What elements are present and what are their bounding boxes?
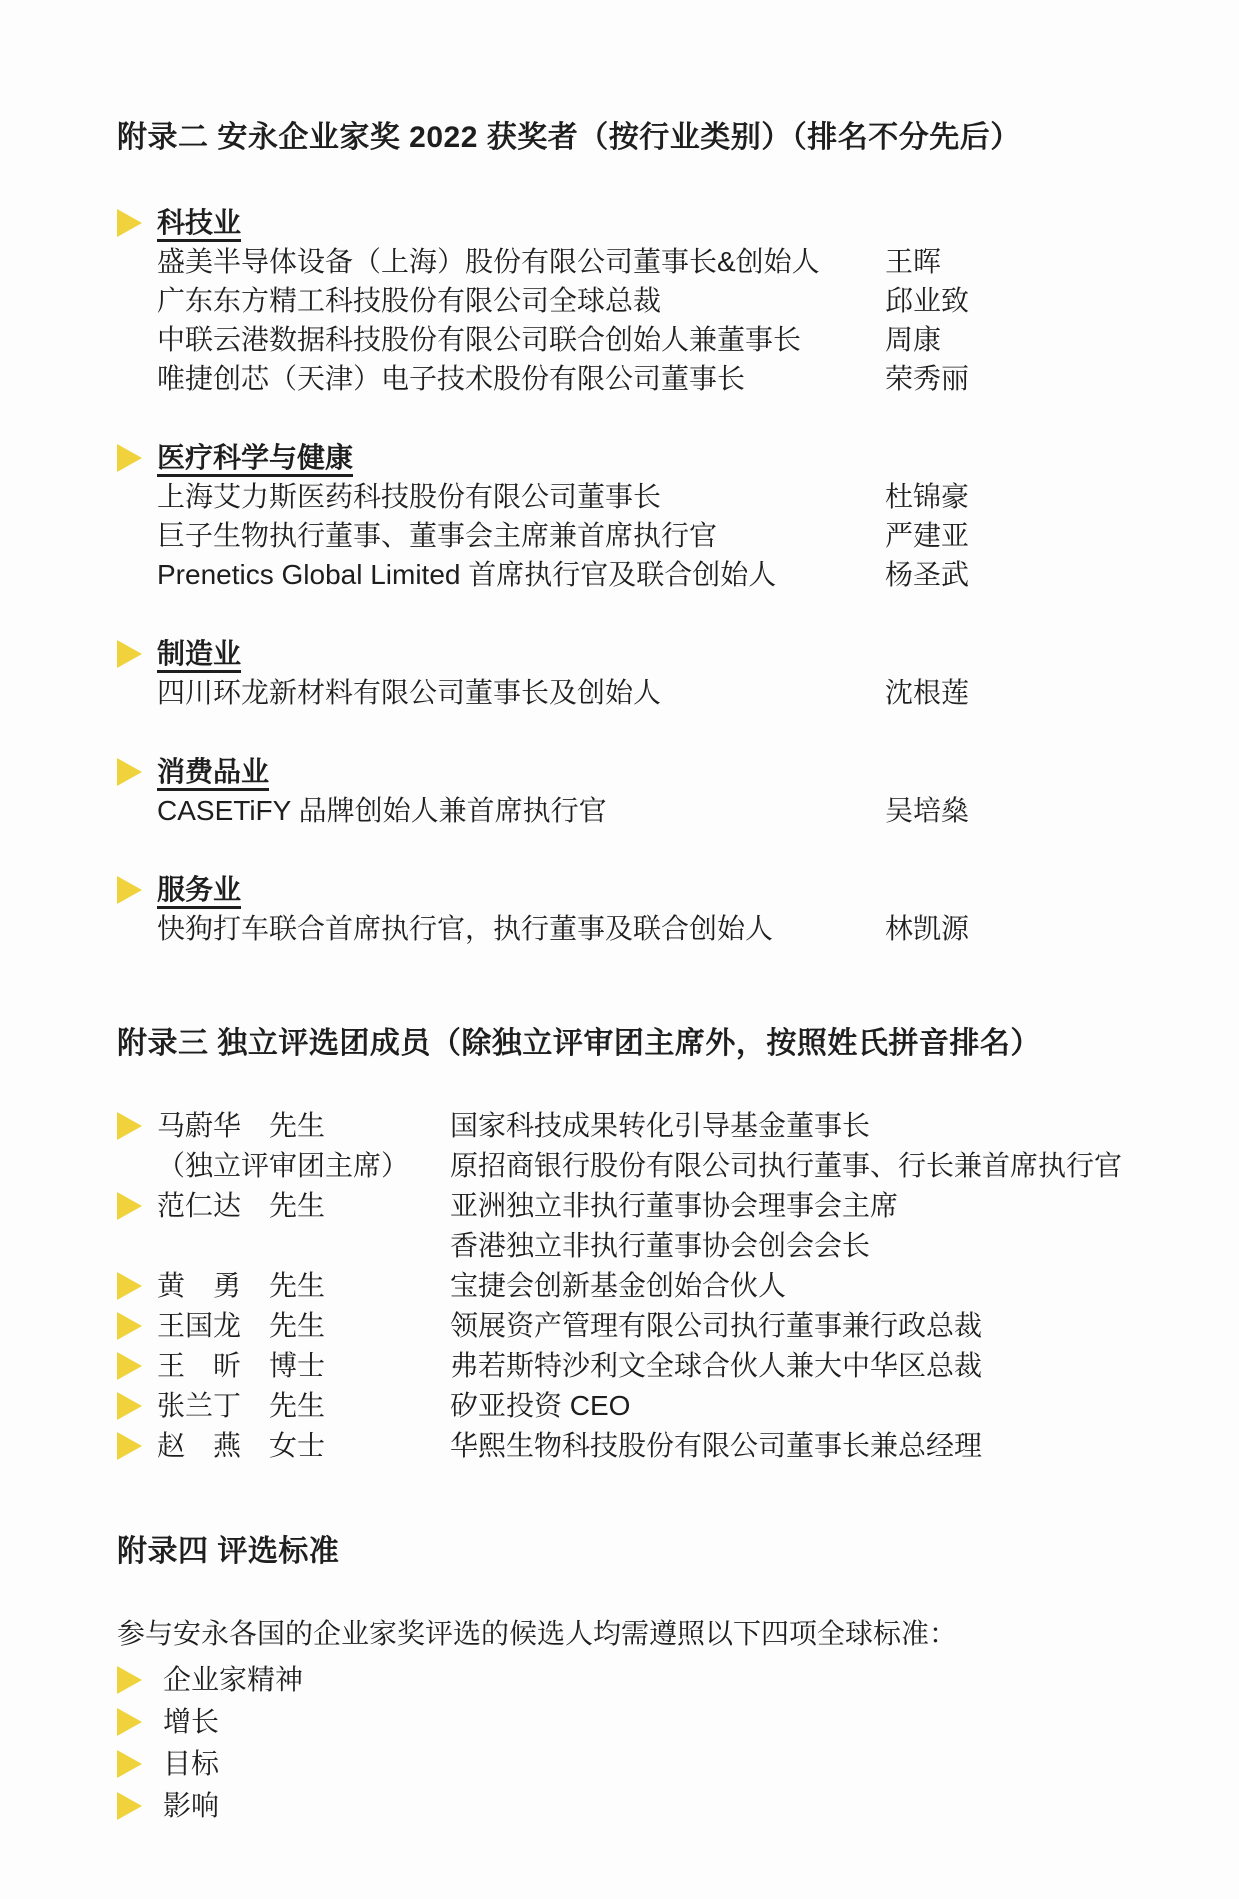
appendix4-intro: 参与安永各国的企业家奖评选的候选人均需遵照以下四项全球标准： — [117, 1618, 958, 1649]
criterion-label: 企业家精神 — [163, 1664, 304, 1695]
judge-title: 原招商银行股份有限公司执行董事、行长兼首席执行官 — [450, 1150, 1123, 1181]
winner-company-title: 四川环龙新材料有限公司董事长及创始人 — [157, 677, 662, 708]
triangle-bullet-icon — [117, 1666, 142, 1694]
judge-name: 赵 燕 女士 — [157, 1430, 326, 1461]
triangle-bullet-icon — [117, 758, 142, 786]
winner-name: 林凯源 — [885, 913, 970, 944]
judge-name: 马蔚华 先生 — [157, 1110, 326, 1141]
winner-row — [157, 555, 1189, 594]
winner-rows — [157, 909, 1189, 948]
judge-name: 王 昕 博士 — [157, 1350, 326, 1381]
winner-row — [157, 477, 1189, 516]
winner-name: 沈根莲 — [885, 677, 970, 708]
criterion-row — [117, 1659, 1189, 1701]
judge-row — [117, 1146, 1189, 1186]
winner-name: 杜锦豪 — [885, 481, 970, 512]
criterion-row — [117, 1785, 1189, 1827]
industry-section-header — [117, 870, 1189, 909]
judge-name: 范仁达 先生 — [157, 1190, 326, 1221]
winner-name: 周康 — [885, 324, 942, 355]
judge-name: 张兰丁 先生 — [157, 1390, 326, 1421]
industry-section-header — [117, 634, 1189, 673]
appendix4-title: 附录四 评选标准 — [117, 1535, 340, 1568]
judge-row — [117, 1106, 1189, 1146]
winner-row — [157, 516, 1189, 555]
judge-name — [157, 1226, 450, 1266]
criterion-label: 影响 — [163, 1790, 220, 1821]
winner-company-title: 中联云港数据科技股份有限公司联合创始人兼董事长 — [157, 324, 802, 355]
winner-name: 邱业致 — [885, 285, 970, 316]
winner-company-title: 快狗打车联合首席执行官，执行董事及联合创始人 — [157, 913, 774, 944]
industry-section-header — [117, 752, 1189, 791]
industry-label: 服务业 — [157, 874, 242, 905]
appendix3-judge-list — [117, 1106, 1189, 1466]
winner-company-title: CASETiFY 品牌创始人兼首席执行官 — [157, 795, 607, 826]
winner-row — [157, 320, 1189, 359]
appendix3-title: 附录三 独立评选团成员（除独立评审团主席外，按照姓氏拼音排名） — [117, 1027, 1041, 1060]
triangle-bullet-icon — [117, 1312, 142, 1340]
triangle-bullet-icon — [117, 640, 142, 668]
triangle-bullet-icon — [117, 876, 142, 904]
judge-title: 领展资产管理有限公司执行董事兼行政总裁 — [450, 1310, 983, 1341]
triangle-bullet-icon — [117, 1792, 142, 1820]
judge-name: 王国龙 先生 — [157, 1310, 326, 1341]
judge-row — [117, 1306, 1189, 1346]
winner-name: 杨圣武 — [885, 559, 970, 590]
winner-row — [157, 791, 1189, 830]
criterion-row — [117, 1701, 1189, 1743]
judge-name: （独立评审团主席） — [157, 1150, 410, 1181]
winner-company-title: 盛美半导体设备（上海）股份有限公司董事长&创始人 — [157, 246, 820, 277]
industry-label: 医疗科学与健康 — [157, 442, 354, 473]
judge-title: 矽亚投资 CEO — [450, 1390, 631, 1421]
industry-label: 科技业 — [157, 207, 242, 238]
triangle-bullet-icon — [117, 444, 142, 472]
industry-section-header — [117, 438, 1189, 477]
winner-company-title: Prenetics Global Limited 首席执行官及联合创始人 — [157, 559, 777, 590]
criterion-label: 目标 — [163, 1748, 220, 1779]
industry-section-header — [117, 203, 1189, 242]
triangle-bullet-icon — [117, 1352, 142, 1380]
winner-rows — [157, 791, 1189, 830]
industry-section — [117, 438, 1189, 594]
triangle-bullet-icon — [117, 1112, 142, 1140]
criterion-row — [117, 1743, 1189, 1785]
winner-name: 吴培燊 — [885, 795, 970, 826]
judge-name: 黄 勇 先生 — [157, 1270, 326, 1301]
triangle-bullet-icon — [117, 1392, 142, 1420]
judge-row — [117, 1226, 1189, 1266]
winner-company-title: 上海艾力斯医药科技股份有限公司董事长 — [157, 481, 662, 512]
winner-row — [157, 242, 1189, 281]
winner-rows — [157, 673, 1189, 712]
winner-row — [157, 359, 1189, 398]
industry-label: 制造业 — [157, 638, 242, 669]
judge-title: 华熙生物科技股份有限公司董事长兼总经理 — [450, 1430, 983, 1461]
judge-row — [117, 1346, 1189, 1386]
industry-section — [117, 870, 1189, 948]
judge-row — [117, 1386, 1189, 1426]
winner-row — [157, 909, 1189, 948]
judge-row — [117, 1426, 1189, 1466]
industry-section — [117, 752, 1189, 830]
judge-title: 亚洲独立非执行董事协会理事会主席 — [450, 1190, 899, 1221]
winner-rows — [157, 242, 1189, 398]
triangle-bullet-icon — [117, 1432, 142, 1460]
judge-title: 弗若斯特沙利文全球合伙人兼大中华区总裁 — [450, 1350, 983, 1381]
winner-name: 荣秀丽 — [885, 363, 970, 394]
winner-company-title: 巨子生物执行董事、董事会主席兼首席执行官 — [157, 520, 718, 551]
triangle-bullet-icon — [117, 1272, 142, 1300]
judge-title: 国家科技成果转化引导基金董事长 — [450, 1110, 871, 1141]
triangle-bullet-icon — [117, 1750, 142, 1778]
winner-name: 王晖 — [885, 246, 942, 277]
criterion-label: 增长 — [163, 1706, 220, 1737]
appendix2-winner-list — [117, 203, 1189, 948]
judge-title: 香港独立非执行董事协会创会会长 — [450, 1230, 871, 1261]
triangle-bullet-icon — [117, 1192, 142, 1220]
judge-row — [117, 1266, 1189, 1306]
winner-row — [157, 673, 1189, 712]
judge-row — [117, 1186, 1189, 1226]
winner-rows — [157, 477, 1189, 594]
winner-row — [157, 281, 1189, 320]
appendix2-title: 附录二 安永企业家奖 2022 获奖者（按行业类别）（排名不分先后） — [117, 121, 1021, 154]
triangle-bullet-icon — [117, 1708, 142, 1736]
winner-name: 严建亚 — [885, 520, 970, 551]
winner-company-title: 广东东方精工科技股份有限公司全球总裁 — [157, 285, 662, 316]
winner-company-title: 唯捷创芯（天津）电子技术股份有限公司董事长 — [157, 363, 746, 394]
triangle-bullet-icon — [117, 209, 142, 237]
appendix4-criteria-list — [117, 1659, 1189, 1827]
judge-title: 宝捷会创新基金创始合伙人 — [450, 1270, 787, 1301]
industry-section — [117, 203, 1189, 398]
industry-label: 消费品业 — [157, 756, 270, 787]
industry-section — [117, 634, 1189, 712]
